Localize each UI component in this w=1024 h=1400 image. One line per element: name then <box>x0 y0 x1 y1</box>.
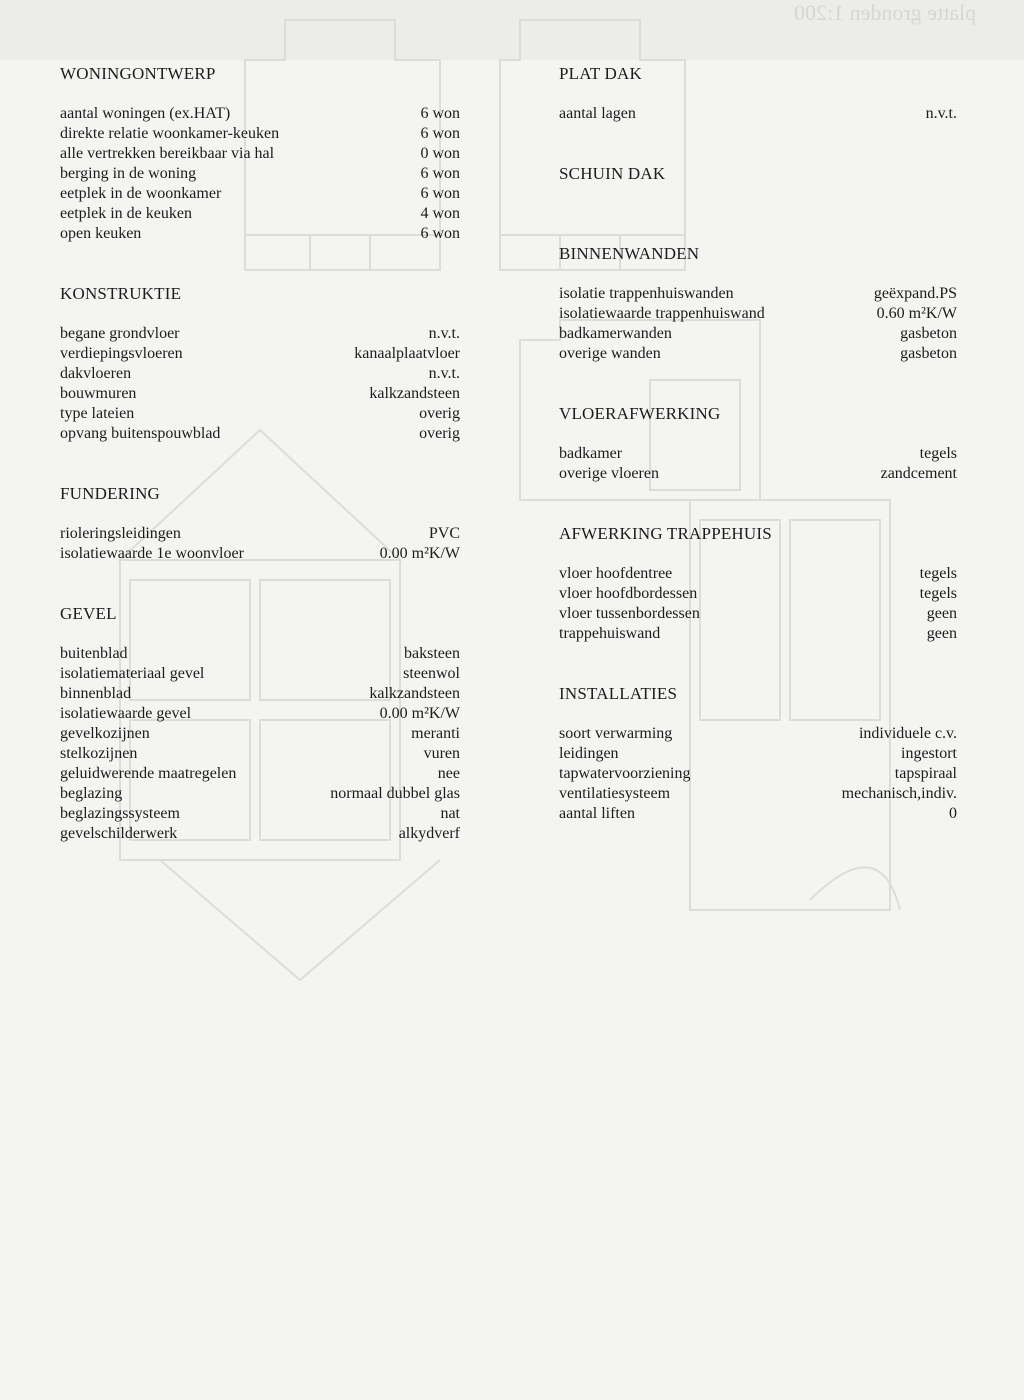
spec-value: individuele c.v. <box>858 725 957 742</box>
section-heading: BINNENWANDEN <box>559 244 700 263</box>
spec-value: gasbeton <box>900 325 957 342</box>
spec-value: geëxpand.PS <box>873 285 957 302</box>
section-heading: VLOERAFWERKING <box>559 404 721 423</box>
spec-row <box>60 144 460 164</box>
spec-value: 6 won <box>420 105 460 122</box>
spec-label: gevelkozijnen <box>60 725 150 742</box>
spec-label: binnenblad <box>60 685 132 702</box>
spec-value: 0.60 m²K/W <box>876 305 957 322</box>
spec-value: kalkzandsteen <box>369 385 460 402</box>
section-schuin-dak <box>559 164 957 184</box>
spec-label: aantal liften <box>559 805 635 822</box>
spec-value: meranti <box>411 725 460 742</box>
spec-label: beglazingssysteem <box>60 805 180 822</box>
spec-label: verdiepingsvloeren <box>60 345 183 362</box>
spec-value: tegels <box>919 585 957 602</box>
spec-value: 6 won <box>420 125 460 142</box>
spec-label: overige wanden <box>559 345 661 362</box>
spec-value: tegels <box>919 565 957 582</box>
spec-row <box>60 704 460 724</box>
spec-label: rioleringsleidingen <box>60 525 181 542</box>
spec-row <box>60 744 460 764</box>
spec-label: vloer tussenbordessen <box>559 605 700 622</box>
section-heading: WONINGONTWERP <box>60 64 216 83</box>
spec-label: isolatiewaarde 1e woonvloer <box>60 545 244 562</box>
spec-row <box>559 744 957 764</box>
spec-label: badkamer <box>559 445 623 462</box>
spec-row <box>559 304 957 324</box>
spec-value: tapspiraal <box>894 765 957 782</box>
bleed-through-title: platte gronden 1:200 <box>793 0 976 25</box>
spec-row <box>559 284 957 304</box>
spec-value: mechanisch,indiv. <box>841 785 957 802</box>
spec-value: gasbeton <box>900 345 957 362</box>
spec-label: aantal woningen (ex.HAT) <box>60 105 231 122</box>
spec-row <box>559 764 957 784</box>
spec-label: isolatie trappenhuiswanden <box>559 285 734 302</box>
spec-value: kanaalplaatvloer <box>354 345 460 362</box>
spec-value: normaal dubbel glas <box>330 785 460 802</box>
spec-row <box>60 644 460 664</box>
spec-label: bouwmuren <box>60 385 137 402</box>
spec-label: aantal lagen <box>559 105 636 122</box>
spec-label: soort verwarming <box>559 725 673 742</box>
spec-label: stelkozijnen <box>60 745 138 762</box>
spec-row <box>60 804 460 824</box>
spec-row <box>60 784 460 804</box>
spec-row <box>559 804 957 824</box>
spec-row <box>60 344 460 364</box>
spec-row <box>60 124 460 144</box>
spec-label: berging in de woning <box>60 165 197 182</box>
spec-value: zandcement <box>880 465 957 482</box>
spec-row <box>559 784 957 804</box>
spec-row <box>60 224 460 244</box>
section-fundering <box>60 484 460 564</box>
section-heading: PLAT DAK <box>559 64 642 83</box>
spec-row <box>60 384 460 404</box>
spec-label: beglazing <box>60 785 123 802</box>
spec-value: 6 won <box>420 185 460 202</box>
section-konstruktie <box>60 284 460 444</box>
spec-row <box>559 564 957 584</box>
spec-value: overig <box>419 405 460 422</box>
spec-label: gevelschilderwerk <box>60 825 178 842</box>
spec-value: 6 won <box>420 225 460 242</box>
section-vloerafwerking <box>559 404 957 484</box>
spec-row <box>559 104 957 124</box>
spec-label: leidingen <box>559 745 619 762</box>
spec-value: geen <box>926 625 957 642</box>
spec-value: nee <box>437 765 460 782</box>
section-heading: SCHUIN DAK <box>559 164 666 183</box>
spec-row <box>559 464 957 484</box>
spec-label: geluidwerende maatregelen <box>60 765 237 782</box>
spec-label: type lateien <box>60 405 135 422</box>
spec-row <box>60 404 460 424</box>
spec-value: ingestort <box>901 745 957 762</box>
spec-row <box>60 664 460 684</box>
section-heading: INSTALLATIES <box>559 684 678 703</box>
section-heading: AFWERKING TRAPPEHUIS <box>559 524 772 543</box>
spec-value: kalkzandsteen <box>369 685 460 702</box>
spec-row <box>60 324 460 344</box>
section-heading: FUNDERING <box>60 484 161 503</box>
spec-label: direkte relatie woonkamer-keuken <box>60 125 280 142</box>
spec-value: n.v.t. <box>428 365 460 382</box>
spec-label: ventilatiesysteem <box>559 785 671 802</box>
spec-label: opvang buitenspouwblad <box>60 425 221 442</box>
spec-row <box>60 824 460 844</box>
spec-label: isolatiemateriaal gevel <box>60 665 205 682</box>
spec-label: tapwatervoorziening <box>559 765 691 782</box>
spec-label: vloer hoofdentree <box>559 565 673 582</box>
section-gevel <box>60 604 460 844</box>
section-heading: KONSTRUKTIE <box>60 284 182 303</box>
spec-value: 4 won <box>420 205 460 222</box>
spec-value: n.v.t. <box>925 105 957 122</box>
spec-value: tegels <box>919 445 957 462</box>
spec-row <box>60 104 460 124</box>
spec-row <box>60 524 460 544</box>
spec-label: eetplek in de woonkamer <box>60 185 222 202</box>
spec-value: PVC <box>428 525 460 542</box>
spec-row <box>60 724 460 744</box>
spec-row <box>559 604 957 624</box>
spec-label: open keuken <box>60 225 142 242</box>
spec-row <box>60 424 460 444</box>
spec-row <box>60 544 460 564</box>
spec-label: isolatiewaarde trappenhuiswand <box>559 305 765 322</box>
spec-row <box>559 344 957 364</box>
spec-row <box>60 764 460 784</box>
section-binnenwanden <box>559 244 957 364</box>
spec-value: 0.00 m²K/W <box>379 705 460 722</box>
spec-row <box>60 684 460 704</box>
left-column <box>60 64 460 844</box>
spec-value: nat <box>440 805 460 822</box>
spec-label: dakvloeren <box>60 365 132 382</box>
spec-value: 0 <box>949 805 957 822</box>
section-plat-dak <box>559 64 957 124</box>
spec-value: baksteen <box>404 645 460 662</box>
spec-value: steenwol <box>403 665 460 682</box>
spec-label: eetplek in de keuken <box>60 205 192 222</box>
spec-label: vloer hoofdbordessen <box>559 585 698 602</box>
spec-value: overig <box>419 425 460 442</box>
right-column <box>559 64 957 824</box>
spec-value: n.v.t. <box>428 325 460 342</box>
section-heading: GEVEL <box>60 604 117 623</box>
spec-value: vuren <box>423 745 460 762</box>
section-installaties <box>559 684 957 824</box>
spec-label: buitenblad <box>60 645 128 662</box>
spec-row <box>559 724 957 744</box>
spec-label: trappehuiswand <box>559 625 661 642</box>
spec-value: geen <box>926 605 957 622</box>
spec-row <box>559 444 957 464</box>
spec-row <box>60 164 460 184</box>
spec-row <box>60 184 460 204</box>
section-woningontwerp <box>60 64 460 244</box>
spec-label: badkamerwanden <box>559 325 672 342</box>
spec-label: overige vloeren <box>559 465 659 482</box>
spec-label: alle vertrekken bereikbaar via hal <box>60 145 275 162</box>
spec-row <box>60 364 460 384</box>
spec-value: 0.00 m²K/W <box>379 545 460 562</box>
spec-row <box>559 584 957 604</box>
spec-value: alkydverf <box>398 825 460 842</box>
section-afwerking-trappehuis <box>559 524 957 644</box>
spec-row <box>60 204 460 224</box>
spec-row <box>559 624 957 644</box>
spec-row <box>559 324 957 344</box>
spec-label: isolatiewaarde gevel <box>60 705 192 722</box>
spec-label: begane grondvloer <box>60 325 180 342</box>
spec-value: 0 won <box>420 145 460 162</box>
spec-value: 6 won <box>420 165 460 182</box>
